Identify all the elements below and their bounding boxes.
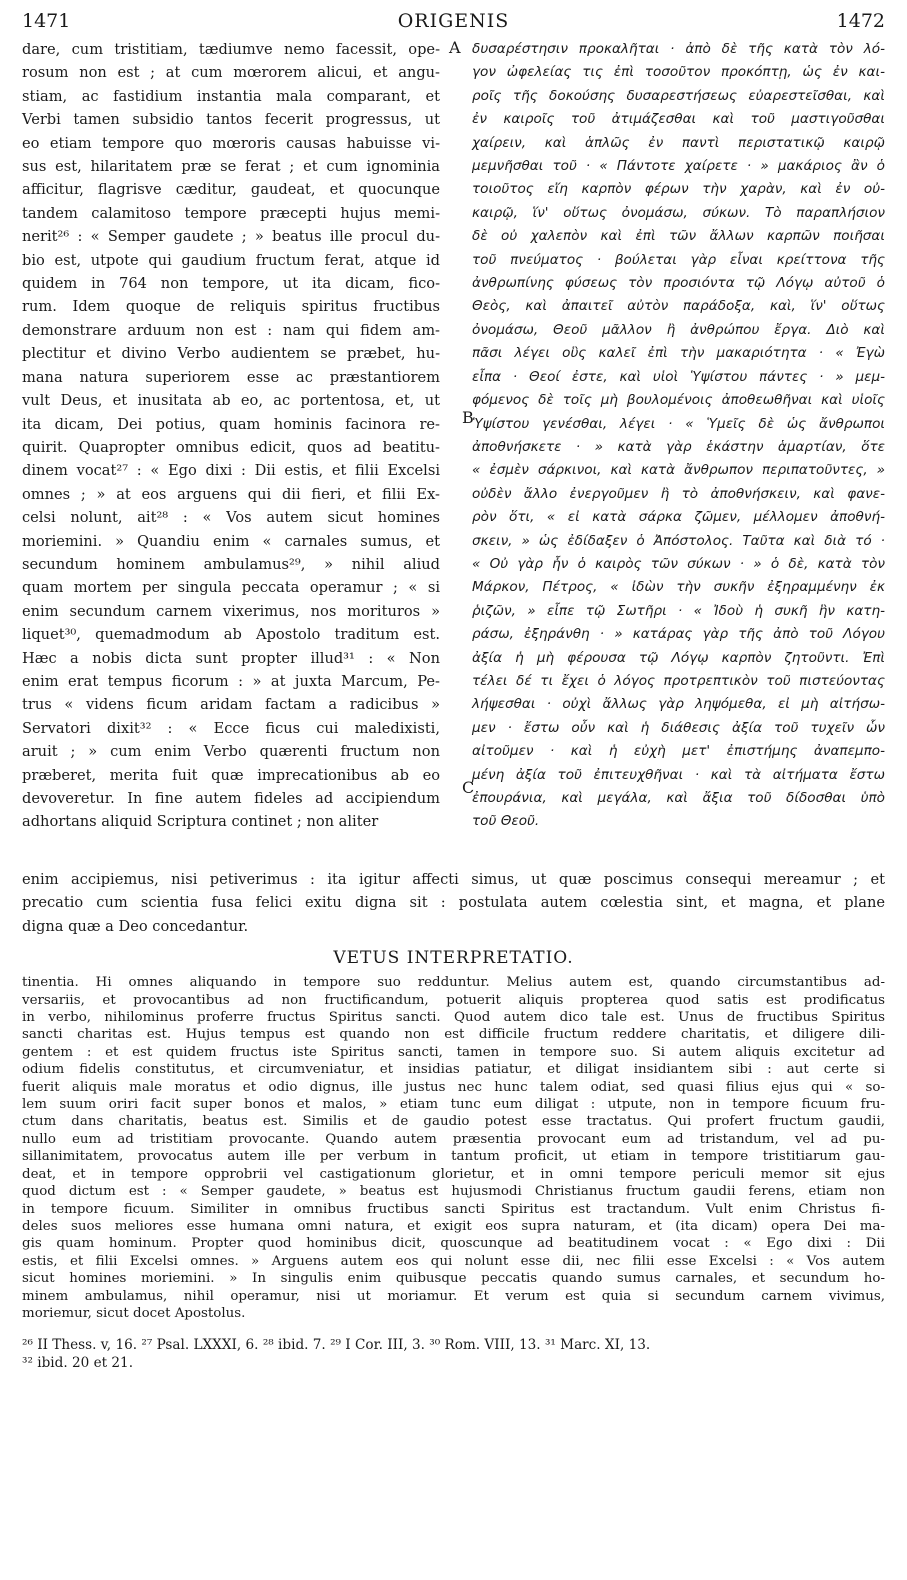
- text-line: ὀνομάσω, Θεοῦ μᾶλλον ἢ ἀνθρώπου ἔργα. Διὸ καὶ: [472, 321, 885, 338]
- text-line: μεμνῆσθαι τοῦ · « Πάντοτε χαίρετε · » μακάριος ἂν ὁ: [472, 158, 885, 175]
- column-marker-c: C: [462, 778, 475, 797]
- latin-column: [22, 38, 440, 834]
- text-line: digna quæ a Deo concedantur.: [22, 917, 249, 935]
- text-line: μεν · ἔστω οὖν καὶ ἡ διάθεσις ἀξία τοῦ τυχεῖν ὧν: [472, 719, 885, 736]
- text-line: Servatori dixit³² : « Ecce ficus cui maledixisti,: [22, 719, 440, 737]
- text-line: minem ambulamus, nihil operamur, nisi ut moriamur. Et verum est quia si secundum carnem vivimus,: [22, 1288, 885, 1304]
- text-line: τέλει δέ τι ἔχει ὁ λόγος προτρεπτικὸν τοῦ πιστεύοντας: [472, 672, 885, 689]
- text-line: τοῦ Θεοῦ.: [472, 813, 540, 830]
- text-line: μένη ἀξία τοῦ ἐπιτευχθῆναι · καὶ τὰ αἰτήματα ἔστω: [472, 766, 885, 783]
- text-line: secundum hominem ambulamus²⁹, » nihil aliud: [22, 555, 440, 573]
- text-line: trus « videns ficum aridam factam a radicibus »: [22, 696, 440, 714]
- latin-text: [22, 38, 440, 834]
- text-line: Ὑψίστου γενέσθαι, λέγει · « Ὑμεῖς δὲ ὡς ἄνθρωποι: [472, 415, 885, 432]
- text-line: quam mortem per singula peccata operamur ; « si: [22, 579, 440, 597]
- text-line: adhortans aliquid Scriptura continet ; non aliter: [22, 813, 379, 831]
- vetus-interpretatio-text: [22, 974, 885, 1322]
- text-line: odium fidelis constitutus, et circumveniatur, et insidias patiatur, et diligat insidiantem sibi : aut certe si: [22, 1062, 885, 1078]
- page-number-right: 1472: [836, 10, 885, 32]
- page: [22, 10, 885, 1372]
- text-line: δὲ οὐ χαλεπὸν καὶ ἐπὶ τῶν ἄλλων καρπῶν ποιῆσαι: [472, 228, 885, 245]
- text-line: ῥιζῶν, » εἶπε τῷ Σωτῆρι · « Ἰδοὺ ἡ συκῆ ἣν κατη-: [472, 602, 885, 619]
- text-line: ἐν καιροῖς τοῦ ἀτιμάζεσθαι καὶ τοῦ μαστιγοῦσθαι: [472, 111, 885, 128]
- text-line: rum. Idem quoque de reliquis spiritus fructibus: [22, 298, 440, 316]
- text-line: χαίρειν, καὶ ἁπλῶς ἐν παντὶ περιστατικῷ καιρῷ: [472, 134, 885, 151]
- text-line: omnes ; » at eos arguens qui dii fieri, et filii Ex-: [22, 485, 440, 503]
- text-line: sillanimitatem, provocatus autem ille per verbum in tantum proficit, ut etiam in tempore tristitiarum gau-: [22, 1149, 885, 1165]
- text-line: moriemini. » Quandiu enim « carnales sumus, et: [22, 532, 440, 550]
- running-title: ORIGENIS: [397, 10, 510, 32]
- latin-continuation: [22, 868, 885, 938]
- text-line: liquet³⁰, quemadmodum ab Apostolo traditum est.: [22, 626, 440, 644]
- text-line: præberet, merita fuit quæ imprecationibus ab eo: [22, 766, 440, 784]
- text-line: « Οὐ γὰρ ἦν ὁ καιρὸς τῶν σύκων · » ὁ δὲ, κατὰ τὸν: [472, 555, 885, 572]
- text-line: sancti charitas est. Hujus tempus est quando non est difficile fructum reddere charitatis, et diligere dili-: [22, 1027, 885, 1043]
- text-line: devoveretur. In fine autem fideles ad accipiendum: [22, 790, 440, 807]
- text-line: mana natura superiorem esse ac præstantiorem: [22, 368, 440, 386]
- text-line: estis, et filii Excelsi omnes. » Arguens autem eos qui nolunt esse dii, nec filii esse Excelsi : « Vos autem: [22, 1253, 885, 1269]
- text-line: γον ὠφελείας τις ἐπὶ τοσοῦτον προκόπτῃ, ὡς ἐν και-: [472, 64, 885, 81]
- text-line: sicut homines moriemini. » In singulis enim quibusque peccatis quando sumus carnales, et secundum ho-: [22, 1271, 885, 1287]
- footnote-line: ²⁶ II Thess. v, 16. ²⁷ Psal. LXXXI, 6. ²⁸ ibid. 7. ²⁹ I Cor. III, 3. ³⁰ Rom. VIII, 13. ³¹ Marc. XI, 13.: [22, 1337, 651, 1354]
- text-line: Μάρκον, Πέτρος, « ἰδὼν τὴν συκῆν ἐξηραμμένην ἐκ: [472, 579, 885, 596]
- text-line: τοῦ πνεύματος · βούλεται γὰρ εἶναι κρείττονα τῆς: [472, 251, 885, 268]
- text-line: tinentia. Hi omnes aliquando in tempore suo redduntur. Melius autem est, quando circumstantibus ad-: [22, 975, 885, 991]
- text-line: quidem in 764 non tempore, ut ita dicam, fico-: [22, 275, 440, 293]
- text-line: versariis, et provocantibus ad non fructificandum, potuerit aliquis propterea quod satis est prodificatus: [22, 992, 885, 1008]
- footnotes: [22, 1336, 885, 1372]
- text-line: ita dicam, Dei potius, quam hominis facinora re-: [22, 415, 440, 433]
- text-line: deles suos meliores esse humana omni natura, et exigit eos supra naturam, et (ita dicam) opera Dei ma-: [22, 1218, 885, 1234]
- two-column-section: [22, 38, 885, 868]
- text-line: δυσαρέστησιν προκαλῆται · ἀπὸ δὲ τῆς κατὰ τὸν λό-: [472, 41, 885, 57]
- text-line: πᾶσι λέγει οὓς καλεῖ ἐπὶ τὴν μακαριότητα · « Ἐγὼ: [472, 345, 885, 362]
- text-line: ἐπουράνια, καὶ μεγάλα, καὶ ἄξια τοῦ δίδοσθαι ὑπὸ: [472, 790, 885, 806]
- text-line: tandem calamitoso tempore præcepti hujus memi-: [22, 204, 440, 222]
- text-line: εἶπα · Θεοί ἐστε, καὶ υἱοὶ Ὑψίστου πάντες · » μεμ-: [472, 368, 885, 385]
- text-line: ράσω, ἐξηράνθη · » κατάρας γὰρ τῆς ἀπὸ τοῦ Λόγου: [472, 626, 885, 643]
- text-line: ἀξία ἡ μὴ φέρουσα τῷ Λόγῳ καρπὸν ζητοῦντι. Ἐπὶ: [472, 649, 885, 666]
- text-line: ἀνθρωπίνης φύσεως τὸν προσιόντα τῷ Λόγῳ αὐτοῦ ὁ: [472, 275, 885, 292]
- text-line: dinem vocat²⁷ : « Ego dixi : Dii estis, et filii Excelsi: [22, 462, 440, 480]
- text-line: plectitur et divino Verbo audientem se præbet, hu-: [22, 345, 440, 363]
- text-line: lem suum oriri facit super bonos et malos, » etiam tunc eum diligat : utpute, non in tempore ficuum fru-: [22, 1097, 885, 1113]
- text-line: bio est, utpote qui gaudium fructum ferat, atque id: [22, 251, 440, 269]
- footnote-line: ³² ibid. 20 et 21.: [22, 1355, 134, 1372]
- text-line: moriemur, sicut docet Apostolus.: [22, 1305, 246, 1321]
- page-header: [22, 10, 885, 38]
- text-line: Θεὸς, καὶ ἀπαιτεῖ αὐτὸν παράδοξα, καὶ, ἵν' οὕτως: [472, 298, 885, 315]
- text-line: φόμενος δὲ τοῖς μὴ βουλομένοις ἀποθεωθῆναι καὶ υἱοῖς: [472, 392, 885, 409]
- text-line: vult Deus, et inusitata ab eo, ac portentosa, et, ut: [22, 392, 440, 410]
- text-line: in verbo, nihilominus proferre fructus Spiritus sancti. Quod autem dico tale est. Unus de fructibus Spiritus: [22, 1010, 885, 1026]
- text-line: afficitur, flagrisve cæditur, gaudeat, et quocunque: [22, 181, 440, 199]
- text-line: Verbi tamen subsidio tantos fecerit progressus, ut: [22, 111, 440, 129]
- text-line: ἀποθνήσκετε · » κατὰ γὰρ ἑκάστην ἁμαρτίαν, ὅτε: [472, 438, 885, 455]
- text-line: enim secundum carnem vixerimus, nos morituros »: [22, 602, 440, 620]
- text-line: eo etiam tempore quo mœroris causas habuisse vi-: [22, 134, 440, 152]
- text-line: σκειν, » ὡς ἐδίδαξεν ὁ Ἀπόστολος. Ταῦτα καὶ διὰ τό ·: [472, 532, 885, 549]
- text-line: enim accipiemus, nisi petiverimus : ita igitur affecti simus, ut quæ poscimus consequi mereamur ; et: [22, 871, 885, 888]
- text-line: τοιοῦτος εἴη καρπὸν φέρων τὴν χαρὰν, καὶ ἐν οὐ-: [472, 181, 885, 198]
- text-line: nullo eum ad tristitiam provocante. Quando autem præsentia provocant eum ad tristandum, vel ad pu-: [22, 1131, 885, 1147]
- text-line: stiam, ac fastidium instantia mala comparant, et: [22, 87, 440, 105]
- text-line: precatio cum scientia fusa felici exitu digna sit : postulata autem cœlestia sint, et magna, et plane: [22, 894, 885, 912]
- text-line: sus est, hilaritatem præ se ferat ; et cum ignominia: [22, 158, 440, 176]
- text-line: aruit ; » cum enim Verbo quærenti fructum non: [22, 743, 440, 761]
- text-line: deat, et in tempore opprobrii vel castigationum glorietur, et in omni tempore periculi memor sit ejus: [22, 1166, 885, 1182]
- text-line: gis quam hominum. Propter quod hominibus dicit, quoscunque ad beatitudinem vocat : « Ego dixi : Dii: [22, 1236, 885, 1252]
- text-line: Hæc a nobis dicta sunt propter illud³¹ : « Non: [22, 649, 440, 667]
- greek-text: [472, 38, 885, 834]
- text-line: in tempore ficuum. Similiter in omnibus fructibus sancti Spiritus est tractandum. Vult enim Christus fi-: [22, 1201, 885, 1217]
- text-line: καιρῷ, ἵν' οὕτως ὀνομάσω, σύκων. Τὸ παραπλήσιον: [472, 204, 885, 221]
- column-marker-b: B: [462, 408, 474, 427]
- text-line: enim erat tempus ficorum : » at juxta Marcum, Pe-: [22, 672, 440, 690]
- text-line: demonstrare arduum non est : nam qui fidem am-: [22, 321, 440, 339]
- text-line: αἰτοῦμεν · καὶ ἡ εὐχὴ μετ' ἐπιστήμης ἀναπεμπο-: [472, 743, 885, 760]
- column-marker-a: A: [449, 38, 461, 57]
- text-line: nerit²⁶ : « Semper gaudete ; » beatus ille procul du-: [22, 228, 440, 246]
- text-line: ρὸν ὅτι, « εἰ κατὰ σάρκα ζῶμεν, μέλλομεν ἀποθνή-: [472, 509, 885, 526]
- text-line: ροῖς τῆς δοκούσης δυσαρεστήσεως εὐαρεστεῖσθαι, καὶ: [472, 87, 885, 104]
- text-line: dare, cum tristitiam, tædiumve nemo facessit, ope-: [22, 41, 440, 58]
- page-number-left: 1471: [22, 10, 71, 32]
- section-title: VETUS INTERPRETATIO.: [333, 948, 574, 969]
- greek-column: [472, 38, 885, 834]
- text-line: λήψεσθαι · οὐχὶ ἄλλως γὰρ ληψόμεθα, εἰ μὴ αἰτήσω-: [472, 696, 885, 713]
- text-line: « ἐσμὲν σάρκινοι, καὶ κατὰ ἄνθρωπον περιπατοῦντες, »: [472, 462, 885, 479]
- text-line: ctum dans charitatis, beatus est. Similis et de gaudio potest esse tractatus. Qui profert fructum gaudii,: [22, 1114, 885, 1130]
- text-line: rosum non est ; at cum mœrorem alicui, et angu-: [22, 64, 440, 82]
- text-line: celsi nolunt, ait²⁸ : « Vos autem sicut homines: [22, 509, 440, 527]
- text-line: οὐδὲν ἄλλο ἐνεργοῦμεν ἢ τὸ ἀποθνήσκειν, καὶ φανε-: [472, 485, 885, 502]
- text-line: quod dictum est : « Semper gaudete, » beatus est hujusmodi Christianus fructum gaudii ferens, etiam non: [22, 1184, 885, 1200]
- text-line: gentem : et est quidem fructus iste Spiritus sancti, tamen in tempore suo. Si autem aliquis excitetur ad: [22, 1044, 885, 1060]
- text-line: quirit. Quapropter omnibus edicit, quos ad beatitu-: [22, 438, 440, 456]
- text-line: fuerit aliquis male moratus et odio dignus, ille justus nec hunc talem odiat, sed quasi filius ejus qui « so-: [22, 1079, 885, 1095]
